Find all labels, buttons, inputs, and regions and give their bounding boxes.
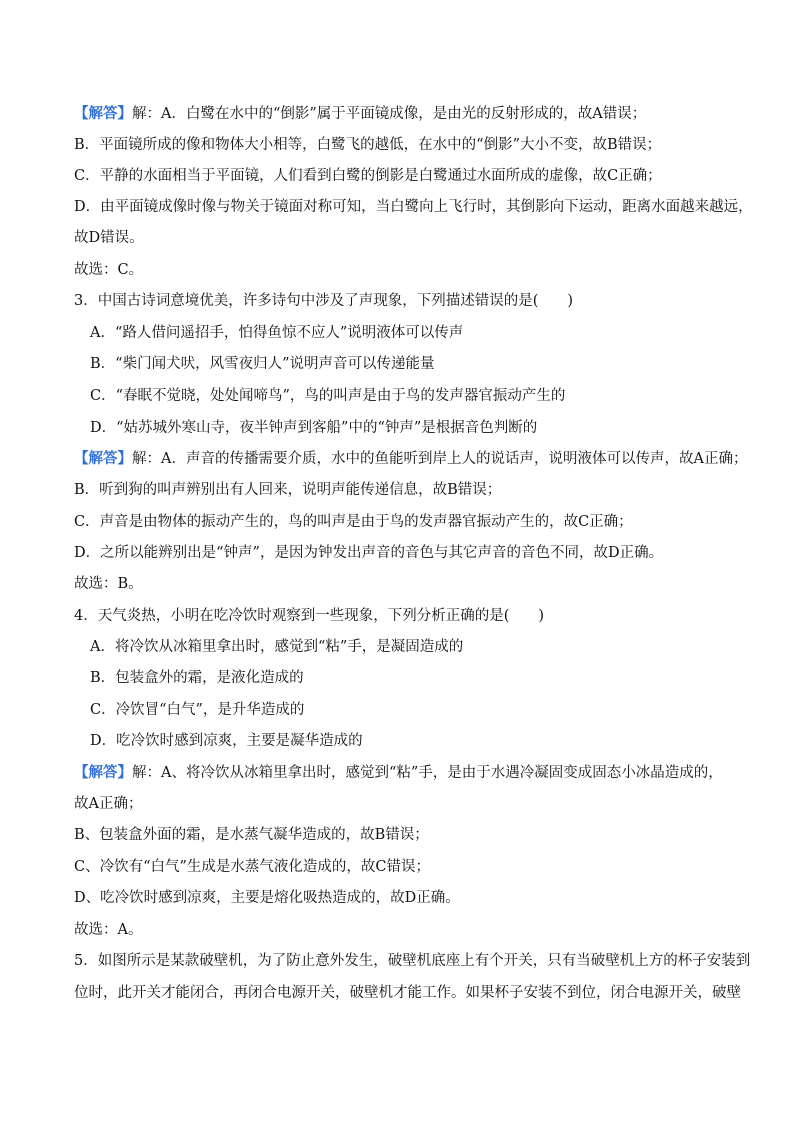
answer-tag: 【解答】 [74, 764, 132, 781]
text-line [90, 637, 750, 657]
line-text: C、冷饮有“白气”生成是水蒸气液化造成的，故C错误； [74, 859, 431, 875]
line-text: 故选：A。 [74, 922, 143, 938]
text-line [74, 951, 751, 971]
text-line [74, 920, 734, 940]
text-line [74, 166, 734, 186]
line-text: D．吃冷饮时感到凉爽，主要是凝华造成的 [90, 733, 363, 749]
text-line [74, 291, 734, 311]
line-text: A．将冷饮从冰箱里拿出时，感觉到“粘”手，是凝固造成的 [90, 639, 464, 655]
line-text: B．听到狗的叫声辨别出有人回来，说明声能传递信息，故B错误； [74, 482, 502, 498]
text-line [74, 606, 734, 626]
line-text: 4．天气炎热，小明在吃冷饮时观察到一些现象，下列分析正确的是( ) [74, 608, 545, 624]
text-line [74, 825, 734, 845]
answer-tag: 【解答】 [74, 450, 132, 467]
line-text: 故选：C。 [74, 262, 144, 278]
line-text: B、包装盒外面的霜，是水蒸气凝华造成的，故B错误； [74, 827, 429, 843]
line-text: 故选：B。 [74, 576, 143, 592]
text-line [74, 857, 734, 877]
text-line [90, 668, 750, 688]
text-line [74, 104, 734, 124]
text-line [74, 983, 741, 1003]
line-text: 5．如图所示是某款破壁机，为了防止意外发生，破壁机底座上有个开关，只有当破壁机上方的杯子安装到 [74, 953, 751, 969]
text-line [90, 386, 750, 406]
line-text: 解：A．声音的传播需要介质，水中的鱼能听到岸上人的说话声，说明液体可以传声，故A正确； [132, 451, 748, 467]
line-text: C．“春眠不觉晓，处处闻啼鸟”，鸟的叫声是由于鸟的发声器官振动产生的 [90, 388, 566, 404]
line-text: 解：A、将冷饮从冰箱里拿出时，感觉到“粘”手，是由于水遇冷凝固变成固态小冰晶造成的， [132, 765, 723, 781]
text-line [74, 197, 753, 217]
text-line [74, 228, 734, 248]
line-text: 解：A．白鹭在水中的“倒影”属于平面镜成像，是由光的反射形成的，故A错误； [132, 106, 647, 122]
text-line [90, 323, 750, 343]
line-text: A．“路人借问遥招手，怕得鱼惊不应人”说明液体可以传声 [90, 325, 464, 341]
text-line [74, 794, 734, 814]
line-text: B．平面镜所成的像和物体大小相等，白鹭飞的越低，在水中的“倒影”大小不变，故B错误； [74, 137, 662, 153]
line-text: D．“姑苏城外寒山寺，夜半钟声到客船”中的“钟声”是根据音色判断的 [90, 420, 538, 436]
line-text: D、吃冷饮时感到凉爽，主要是熔化吸热造成的，故D正确。 [74, 890, 460, 906]
text-line [74, 763, 734, 783]
line-text: D．由平面镜成像时像与物关于镜面对称可知，当白鹭向上飞行时，其倒影向下运动，距离水面越来越远， [74, 199, 753, 215]
answer-tag: 【解答】 [74, 105, 132, 122]
text-line [74, 260, 734, 280]
text-line [74, 480, 734, 500]
text-line [90, 731, 750, 751]
text-line [74, 574, 734, 594]
line-text: D．之所以能辨别出是“钟声”，是因为钟发出声音的音色与其它声音的音色不同，故D正确。 [74, 545, 664, 561]
line-text: C．平静的水面相当于平面镜，人们看到白鹭的倒影是白鹭通过水面所成的虚像，故C正确； [74, 168, 662, 184]
text-line [74, 512, 734, 532]
text-line [90, 418, 750, 438]
text-line [74, 449, 748, 469]
line-text: 3．中国古诗词意境优美，许多诗句中涉及了声现象，下列描述错误的是( ) [74, 293, 574, 309]
text-line [90, 700, 750, 720]
line-text: B．包装盒外的霜，是液化造成的 [90, 670, 304, 686]
line-text: 位时，此开关才能闭合，再闭合电源开关，破壁机才能工作。如果杯子安装不到位，闭合电源开关，破壁 [74, 985, 741, 1001]
text-line [74, 543, 734, 563]
line-text: B．“柴门闻犬吠，风雪夜归人”说明声音可以传递能量 [90, 356, 435, 372]
text-line [74, 888, 734, 908]
line-text: C．声音是由物体的振动产生的，鸟的叫声是由于鸟的发声器官振动产生的，故C正确； [74, 514, 633, 530]
text-line [90, 354, 750, 374]
line-text: 故A正确； [74, 796, 143, 812]
line-text: C．冷饮冒“白气”，是升华造成的 [90, 702, 305, 718]
text-line [74, 135, 734, 155]
line-text: 故D错误。 [74, 230, 144, 246]
